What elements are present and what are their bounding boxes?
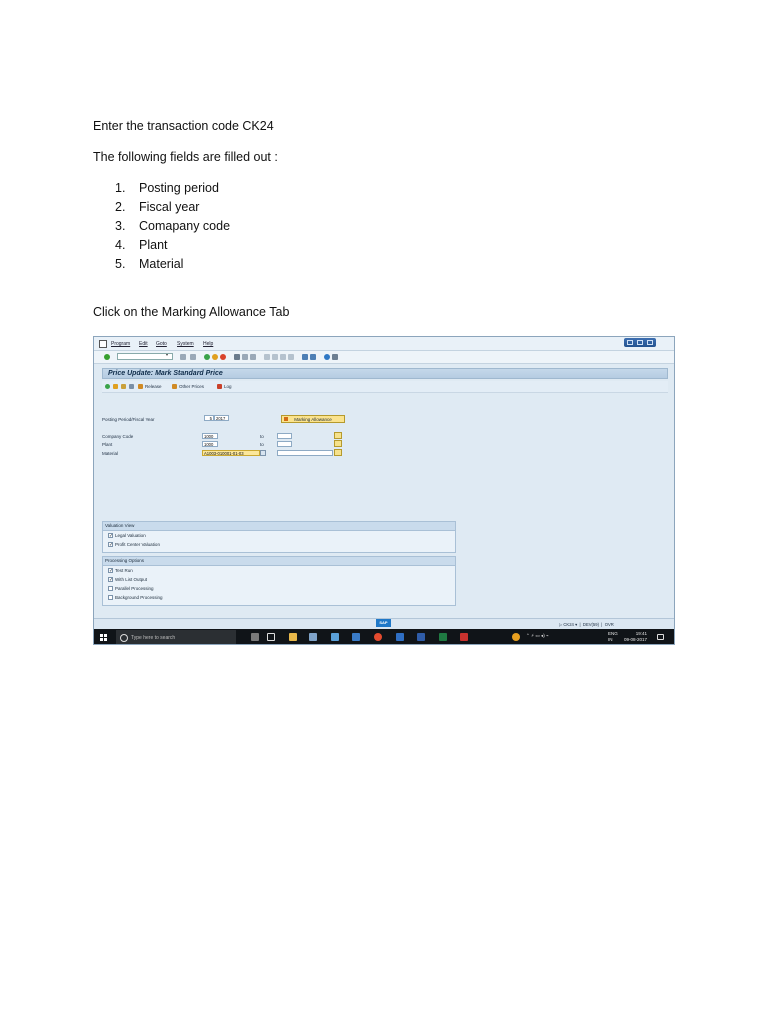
checkbox[interactable] bbox=[108, 586, 113, 591]
instruction-transaction-code: Enter the transaction code CK24 bbox=[93, 119, 274, 133]
multiple-selection-button[interactable] bbox=[334, 440, 342, 447]
company-code-field[interactable]: 1000 bbox=[202, 433, 218, 439]
minimize-icon[interactable] bbox=[627, 340, 633, 345]
to-label: to bbox=[260, 434, 264, 439]
menu-goto[interactable]: Goto bbox=[156, 341, 167, 347]
screen-title: Price Update: Mark Standard Price bbox=[108, 370, 223, 377]
posting-period-label: Posting Period/Fiscal Year bbox=[102, 417, 155, 422]
valuation-view-group bbox=[102, 521, 456, 553]
enter-icon[interactable] bbox=[104, 354, 110, 360]
application-toolbar bbox=[102, 381, 668, 393]
test-run-checkbox[interactable]: ✓ Test Run bbox=[109, 568, 133, 574]
multiple-selection-button[interactable] bbox=[334, 432, 342, 439]
background-processing-checkbox[interactable]: Background Processing bbox=[108, 594, 163, 601]
next-page-icon[interactable] bbox=[280, 354, 286, 360]
instruction-fields-filled: The following fields are filled out : bbox=[93, 150, 278, 164]
play-icon[interactable]: ▷ bbox=[559, 622, 563, 627]
app-icon[interactable] bbox=[512, 633, 520, 641]
checkbox[interactable]: ✓ bbox=[109, 568, 114, 574]
marking-allowance-label: Marking Allowance bbox=[294, 417, 332, 422]
standard-toolbar bbox=[94, 351, 674, 364]
new-session-icon[interactable] bbox=[302, 354, 308, 360]
notification-icon[interactable] bbox=[657, 634, 664, 640]
plant-to-field[interactable] bbox=[277, 441, 292, 447]
system-name: DEV(59) bbox=[582, 622, 599, 627]
help-icon[interactable] bbox=[324, 354, 330, 360]
plant-field[interactable]: 1000 bbox=[202, 441, 218, 447]
system-info: ▷ CK24 ▾ | DEV(59) | OVR bbox=[559, 622, 614, 627]
menu-bar bbox=[94, 337, 674, 351]
get-variant-icon[interactable] bbox=[121, 384, 126, 389]
document-icon[interactable] bbox=[99, 340, 107, 348]
to-label: to bbox=[260, 442, 264, 447]
find-icon[interactable] bbox=[242, 354, 248, 360]
parallel-processing-checkbox[interactable]: Parallel Processing bbox=[108, 585, 154, 592]
print-icon[interactable] bbox=[234, 354, 240, 360]
app-icon[interactable] bbox=[460, 633, 468, 641]
search-placeholder: Type here to search bbox=[131, 635, 176, 641]
windows-start-icon[interactable] bbox=[100, 634, 107, 641]
taskbar-search[interactable] bbox=[116, 630, 236, 645]
screen-title-bar bbox=[102, 368, 668, 379]
other-prices-icon[interactable] bbox=[172, 384, 177, 389]
plant-label: Plant bbox=[102, 442, 113, 447]
valuation-view-header: Valuation View bbox=[103, 522, 455, 531]
company-code-to-field[interactable] bbox=[277, 433, 292, 439]
list-item: 4. Plant bbox=[115, 238, 168, 252]
last-page-icon[interactable] bbox=[288, 354, 294, 360]
list-item: 1. Posting period bbox=[115, 181, 219, 195]
processing-options-header: Processing Options bbox=[103, 557, 455, 566]
log-icon[interactable] bbox=[217, 384, 222, 389]
file-explorer-icon[interactable] bbox=[289, 633, 297, 641]
multiple-selection-icon[interactable] bbox=[129, 384, 134, 389]
material-field[interactable]: A1003-010001-01-03 bbox=[202, 450, 260, 456]
transaction-code: CK24 bbox=[563, 622, 574, 627]
checkbox[interactable] bbox=[108, 595, 113, 600]
release-icon[interactable] bbox=[138, 384, 143, 389]
maximize-icon[interactable] bbox=[637, 340, 643, 345]
excel-icon[interactable] bbox=[439, 633, 447, 641]
sap-screenshot bbox=[93, 336, 675, 645]
company-code-label: Company Code bbox=[102, 434, 134, 439]
menu-program[interactable]: Program bbox=[111, 341, 131, 347]
checkbox[interactable]: ✓ bbox=[109, 533, 114, 539]
menu-edit[interactable]: Edit bbox=[139, 341, 148, 347]
list-item: 5. Material bbox=[115, 257, 184, 271]
app-icon[interactable] bbox=[352, 633, 360, 641]
language-indicator[interactable]: ENG IN bbox=[608, 631, 618, 642]
fields-list bbox=[115, 180, 230, 275]
posting-period-field[interactable]: 5 bbox=[204, 415, 214, 421]
shortcut-icon[interactable] bbox=[310, 354, 316, 360]
find-next-icon[interactable] bbox=[250, 354, 256, 360]
clock[interactable]: 19:41 09-08-2017 bbox=[624, 631, 648, 642]
customize-layout-icon[interactable] bbox=[332, 354, 338, 360]
instruction-marking-allowance: Click on the Marking Allowance Tab bbox=[93, 305, 290, 319]
command-field[interactable] bbox=[117, 353, 173, 360]
app-icon[interactable] bbox=[331, 633, 339, 641]
back-icon[interactable] bbox=[180, 354, 186, 360]
other-prices-button[interactable]: Other Prices bbox=[179, 384, 205, 389]
legal-valuation-checkbox[interactable]: ✓ Legal Valuation bbox=[109, 533, 146, 539]
pencil-icon bbox=[284, 417, 288, 421]
execute-icon[interactable] bbox=[105, 384, 110, 389]
back-green-icon[interactable] bbox=[204, 354, 210, 360]
cancel-icon[interactable] bbox=[220, 354, 226, 360]
chrome-icon[interactable] bbox=[374, 633, 382, 641]
command-dropdown-icon[interactable]: ▾ bbox=[166, 352, 169, 357]
cortana-icon bbox=[120, 634, 128, 642]
menu-system[interactable]: System bbox=[177, 341, 194, 347]
close-icon[interactable] bbox=[647, 340, 653, 345]
word-icon[interactable] bbox=[417, 633, 425, 641]
checkbox[interactable]: ✓ bbox=[109, 577, 114, 583]
previous-page-icon[interactable] bbox=[272, 354, 278, 360]
marking-allowance-button[interactable] bbox=[281, 415, 345, 423]
release-button[interactable]: Release bbox=[145, 384, 162, 389]
app-icon[interactable] bbox=[309, 633, 317, 641]
save-icon[interactable] bbox=[190, 354, 196, 360]
log-button[interactable]: Log bbox=[224, 384, 232, 389]
sap-logo: SAP bbox=[376, 619, 391, 627]
microphone-icon[interactable] bbox=[251, 633, 259, 641]
processing-options-group bbox=[102, 556, 456, 606]
list-item: 3. Comapany code bbox=[115, 219, 231, 233]
multiple-selection-button[interactable] bbox=[334, 449, 342, 456]
fiscal-year-field[interactable]: 2017 bbox=[214, 415, 229, 421]
insert-mode: OVR bbox=[604, 622, 614, 627]
with-list-output-checkbox[interactable]: ✓ With List Output bbox=[109, 577, 148, 583]
material-to-field[interactable] bbox=[277, 450, 333, 456]
checkbox[interactable]: ✓ bbox=[109, 542, 114, 548]
windows-taskbar bbox=[94, 629, 674, 645]
list-item: 2. Fiscal year bbox=[115, 200, 200, 214]
f4-help-icon[interactable] bbox=[260, 450, 266, 456]
variant-icon[interactable] bbox=[113, 384, 118, 389]
profit-center-valuation-checkbox[interactable]: ✓ Profit Center Valuation bbox=[109, 542, 160, 548]
exit-icon[interactable] bbox=[212, 354, 218, 360]
task-view-icon[interactable] bbox=[267, 633, 275, 641]
window-controls bbox=[624, 338, 656, 347]
tray-icons[interactable]: ⌃ ⚡ ▭ ◂) ⌁ bbox=[526, 633, 549, 638]
sap-logon-icon[interactable] bbox=[396, 633, 404, 641]
first-page-icon[interactable] bbox=[264, 354, 270, 360]
material-label: Material bbox=[102, 451, 119, 456]
menu-help[interactable]: Help bbox=[203, 341, 214, 347]
chevron-down-icon[interactable]: ▾ bbox=[575, 622, 578, 627]
